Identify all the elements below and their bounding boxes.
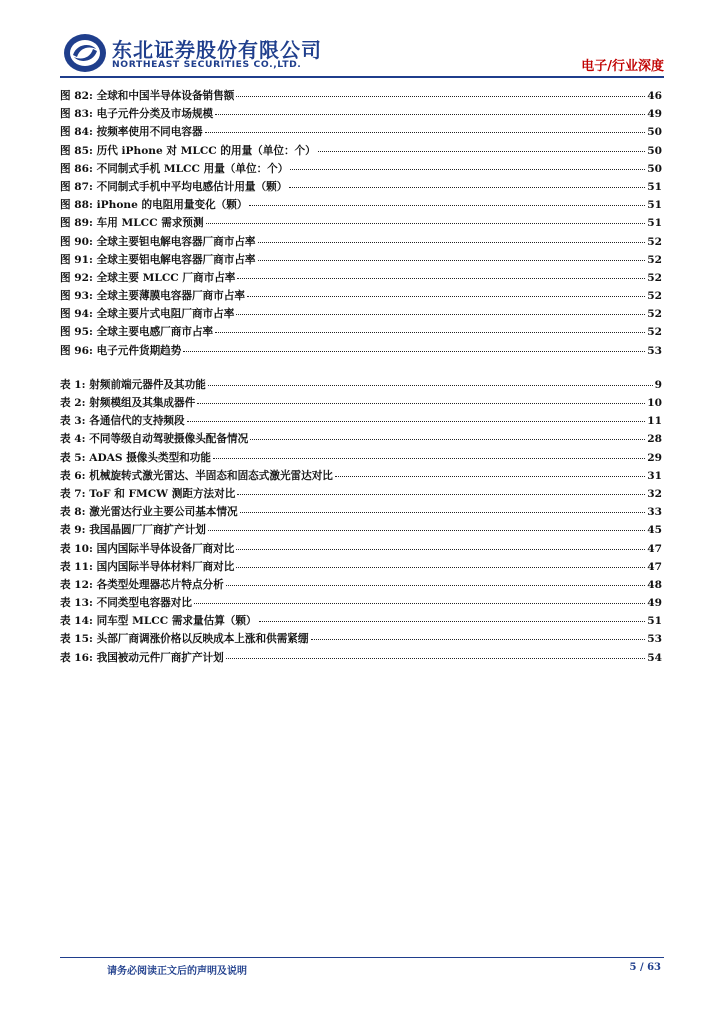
brand-name-cn: 东北证券股份有限公司	[112, 38, 322, 62]
toc-entry[interactable]	[60, 343, 662, 361]
toc-leader-dots	[226, 585, 646, 586]
toc-entry-page: 51	[647, 615, 662, 628]
toc-entry-label: 图 85: 历代 iPhone 对 MLCC 的用量（单位：个）	[60, 144, 316, 157]
toc-entry[interactable]	[60, 395, 662, 413]
toc-entry[interactable]	[60, 613, 662, 631]
toc-entry-label: 表 7: ToF 和 FMCW 测距方法对比	[60, 487, 236, 500]
toc-entry-label: 表 9: 我国晶圆厂厂商扩产计划	[60, 524, 206, 537]
toc-entry-label: 图 89: 车用 MLCC 需求预测	[60, 217, 204, 230]
toc-entry-label: 图 86: 不同制式手机 MLCC 用量（单位：个）	[60, 162, 289, 175]
toc-leader-dots	[250, 439, 645, 440]
toc-entry[interactable]	[60, 179, 662, 197]
toc-entry-page: 52	[647, 271, 662, 284]
company-logo-icon	[63, 33, 107, 73]
toc-entry-label: 表 16: 我国被动元件厂商扩产计划	[60, 651, 224, 664]
toc-entry[interactable]	[60, 197, 662, 215]
toc-entry-page: 48	[647, 578, 662, 591]
toc-entry-label: 表 2: 射频模组及其集成器件	[60, 397, 196, 409]
toc-entry-label: 图 84: 按频率使用不同电容器	[60, 126, 203, 139]
report-category: 电子/行业深度	[581, 59, 664, 74]
toc-entry[interactable]	[60, 124, 662, 142]
header-divider	[60, 76, 664, 78]
toc-entry-label: 图 93: 全球主要薄膜电容器厂商市占率	[60, 290, 245, 303]
toc-leader-dots	[258, 242, 646, 243]
toc-entry[interactable]	[60, 486, 662, 504]
toc-entry-label: 图 96: 电子元件货期趋势	[60, 344, 182, 357]
toc-entry-page: 52	[647, 253, 662, 266]
toc-leader-dots	[215, 332, 645, 333]
toc-entry-page: 47	[647, 560, 662, 573]
toc-entry-label: 图 94: 全球主要片式电阻厂商市占率	[60, 308, 235, 321]
toc-entry[interactable]	[60, 88, 662, 106]
toc-entry-page: 45	[647, 524, 662, 537]
toc-entry[interactable]	[60, 577, 662, 595]
toc-entry[interactable]	[60, 650, 662, 668]
toc-entry[interactable]	[60, 559, 662, 577]
toc-leader-dots	[240, 512, 646, 513]
toc-leader-dots	[208, 385, 653, 386]
toc-entry-label: 表 3: 各通信代的支持频段	[60, 415, 185, 428]
toc-entry-page: 49	[647, 108, 662, 121]
toc-entry-label: 表 12: 各类型处理器芯片特点分析	[60, 578, 224, 591]
toc-entry[interactable]	[60, 306, 662, 324]
toc-entry-page: 52	[647, 308, 662, 321]
toc-entry-label: 表 13: 不同类型电容器对比	[60, 597, 192, 610]
toc-entry-page: 31	[647, 469, 662, 482]
toc-entry-page: 29	[647, 451, 662, 464]
toc-entry[interactable]	[60, 143, 662, 161]
toc-entry-label: 表 8: 激光雷达行业主要公司基本情况	[60, 506, 238, 519]
toc-entry[interactable]	[60, 450, 662, 468]
toc-leader-dots	[236, 567, 645, 568]
toc-leader-dots	[183, 351, 645, 352]
toc-entry[interactable]	[60, 377, 662, 395]
toc-leader-dots	[226, 658, 646, 659]
toc-leader-dots	[208, 530, 645, 531]
page-number: 5 / 63	[629, 962, 661, 973]
toc-entry-page: 33	[647, 506, 662, 519]
toc-entry[interactable]	[60, 522, 662, 540]
toc-entry-label: 图 91: 全球主要铝电解电容器厂商市占率	[60, 253, 256, 266]
toc-entry[interactable]	[60, 413, 662, 431]
toc-entry-page: 52	[647, 235, 662, 248]
toc-leader-dots	[236, 549, 645, 550]
toc-entry[interactable]	[60, 431, 662, 449]
toc-entry-page: 51	[647, 217, 662, 230]
toc-entry[interactable]	[60, 106, 662, 124]
toc-leader-dots	[237, 278, 645, 279]
toc-entry-page: 53	[647, 344, 662, 357]
toc-leader-dots	[205, 132, 646, 133]
toc-leader-dots	[187, 421, 646, 422]
toc-entry[interactable]	[60, 324, 662, 342]
toc-entry-label: 表 11: 国内国际半导体材料厂商对比	[60, 560, 235, 573]
toc-entry[interactable]	[60, 270, 662, 288]
brand-name-en: NORTHEAST SECURITIES CO.,LTD.	[112, 59, 302, 70]
toc-entry-label: 图 95: 全球主要电感厂商市占率	[60, 326, 214, 339]
toc-entry-page: 50	[647, 162, 662, 175]
toc-leader-dots	[249, 205, 645, 206]
table-of-contents	[60, 88, 662, 668]
toc-leader-dots	[197, 403, 645, 404]
toc-entry-page: 46	[647, 90, 662, 102]
toc-entry-page: 47	[647, 542, 662, 555]
toc-entry-label: 图 88: iPhone 的电阻用量变化（颗）	[60, 199, 248, 212]
toc-entry-page: 51	[647, 180, 662, 193]
toc-leader-dots	[318, 151, 646, 152]
toc-leader-dots	[206, 223, 646, 224]
toc-entry-label: 图 87: 不同制式手机中平均电感估计用量（颗）	[60, 180, 288, 193]
toc-leader-dots	[215, 114, 645, 115]
table-list	[60, 377, 662, 668]
toc-entry-label: 表 1: 射频前端元器件及其功能	[60, 378, 206, 391]
toc-entry[interactable]	[60, 215, 662, 233]
toc-leader-dots	[259, 621, 646, 622]
toc-entry[interactable]	[60, 541, 662, 559]
toc-leader-dots	[236, 96, 645, 97]
toc-entry-page: 53	[647, 633, 662, 646]
toc-entry-page: 51	[647, 199, 662, 212]
toc-entry-page: 32	[647, 487, 662, 500]
toc-entry-label: 图 83: 电子元件分类及市场规模	[60, 108, 214, 121]
toc-entry-page: 50	[647, 126, 662, 139]
toc-entry[interactable]	[60, 468, 662, 486]
toc-entry-label: 图 92: 全球主要 MLCC 厂商市占率	[60, 271, 236, 284]
footer-divider	[60, 957, 664, 958]
toc-entry[interactable]	[60, 161, 662, 179]
toc-entry-page: 52	[647, 290, 662, 303]
toc-leader-dots	[311, 639, 646, 640]
toc-entry-page: 28	[647, 433, 662, 446]
toc-entry-label: 图 90: 全球主要钽电解电容器厂商市占率	[60, 235, 256, 248]
toc-entry-label: 表 6: 机械旋转式激光雷达、半固态和固态式激光雷达对比	[60, 469, 333, 482]
toc-entry-label: 表 5: ADAS 摄像头类型和功能	[60, 451, 211, 464]
toc-entry-page: 49	[647, 597, 662, 610]
toc-entry-page: 52	[647, 326, 662, 339]
toc-leader-dots	[194, 603, 645, 604]
toc-leader-dots	[258, 260, 646, 261]
figure-list	[60, 88, 662, 361]
footer-disclaimer: 请务必阅读正文后的声明及说明	[107, 966, 247, 977]
toc-leader-dots	[289, 187, 645, 188]
toc-entry-label: 表 4: 不同等级自动驾驶摄像头配备情况	[60, 433, 249, 446]
toc-leader-dots	[335, 476, 645, 477]
toc-entry-page: 10	[647, 397, 662, 409]
toc-leader-dots	[290, 169, 645, 170]
toc-entry[interactable]	[60, 595, 662, 613]
toc-entry-label: 表 10: 国内国际半导体设备厂商对比	[60, 542, 235, 555]
toc-entry-label: 表 15: 头部厂商调涨价格以反映成本上涨和供需紧绷	[60, 633, 309, 646]
toc-entry[interactable]	[60, 504, 662, 522]
toc-entry[interactable]	[60, 288, 662, 306]
toc-entry[interactable]	[60, 234, 662, 252]
toc-entry-page: 9	[654, 378, 662, 391]
toc-leader-dots	[247, 296, 645, 297]
toc-entry[interactable]	[60, 252, 662, 270]
toc-leader-dots	[237, 494, 645, 495]
toc-entry-page: 50	[647, 144, 662, 157]
toc-entry-label: 图 82: 全球和中国半导体设备销售额	[60, 90, 235, 102]
toc-leader-dots	[236, 314, 645, 315]
toc-entry-label: 表 14: 同车型 MLCC 需求量估算（颗）	[60, 615, 257, 628]
toc-entry-page: 11	[647, 415, 662, 428]
toc-entry[interactable]	[60, 631, 662, 649]
page-header	[0, 0, 724, 80]
toc-entry-page: 54	[647, 651, 662, 664]
toc-leader-dots	[213, 458, 645, 459]
section-gap	[60, 361, 662, 377]
